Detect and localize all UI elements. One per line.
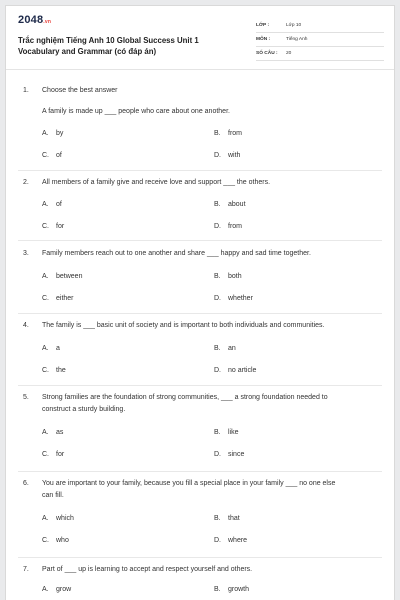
option-text: with <box>228 152 241 159</box>
option-b[interactable] <box>214 429 239 436</box>
option-text: whether <box>228 295 253 302</box>
option-text: an <box>228 345 236 352</box>
question-number: 1. <box>23 87 29 94</box>
question-text: The family is ___ basic unit of society and is important to both individuals and communities. <box>42 322 325 329</box>
meta-row-count <box>256 47 384 61</box>
option-letter: D. <box>214 367 221 374</box>
option-text: as <box>56 429 64 436</box>
option-letter: D. <box>214 537 221 544</box>
meta-row-class <box>256 19 384 33</box>
option-b[interactable] <box>214 586 249 593</box>
option-text: the <box>56 367 66 374</box>
option-text: since <box>228 451 245 458</box>
option-text: of <box>56 152 62 159</box>
option-letter: C. <box>42 223 49 230</box>
site-logo[interactable] <box>18 14 51 26</box>
option-b[interactable] <box>214 273 242 280</box>
option-text: like <box>228 429 239 436</box>
option-letter: B. <box>214 130 221 137</box>
option-letter: C. <box>42 152 49 159</box>
option-c[interactable] <box>42 451 64 458</box>
option-text: either <box>56 295 74 302</box>
question-number: 6. <box>23 480 29 487</box>
question-1 <box>6 70 394 170</box>
option-c[interactable] <box>42 223 64 230</box>
option-letter: B. <box>214 429 221 436</box>
option-letter: A. <box>42 130 49 137</box>
meta-table <box>256 19 384 61</box>
logo-suffix: .vn <box>43 19 52 25</box>
meta-key: LỚP : <box>256 23 270 28</box>
option-text: about <box>228 201 246 208</box>
option-letter: C. <box>42 295 49 302</box>
option-text: that <box>228 515 240 522</box>
option-text: by <box>56 130 64 137</box>
option-letter: B. <box>214 586 221 593</box>
option-text: for <box>56 451 65 458</box>
option-text: from <box>228 223 242 230</box>
option-text: of <box>56 201 62 208</box>
option-c[interactable] <box>42 295 74 302</box>
option-a[interactable] <box>42 345 60 352</box>
question-text: Part of ___ up is learning to accept and respect yourself and others. <box>42 566 253 573</box>
option-a[interactable] <box>42 515 74 522</box>
question-3 <box>6 240 394 313</box>
question-number: 4. <box>23 322 29 329</box>
question-text: All members of a family give and receive love and support ___ the others. <box>42 179 271 186</box>
option-letter: C. <box>42 451 49 458</box>
option-c[interactable] <box>42 367 66 374</box>
option-text: for <box>56 223 65 230</box>
option-text: grow <box>56 586 72 593</box>
option-text: which <box>56 515 74 522</box>
meta-value: 20 <box>286 51 292 56</box>
option-text: where <box>228 537 248 544</box>
question-5 <box>6 385 394 471</box>
option-letter: D. <box>214 152 221 159</box>
question-6 <box>6 471 394 557</box>
question-number: 5. <box>23 394 29 401</box>
option-c[interactable] <box>42 537 69 544</box>
option-letter: D. <box>214 223 221 230</box>
question-7 <box>6 557 394 600</box>
option-letter: A. <box>42 201 49 208</box>
option-d[interactable] <box>214 451 244 458</box>
meta-key: MÔN : <box>256 37 271 42</box>
option-letter: D. <box>214 295 221 302</box>
question-instruction: Choose the best answer <box>42 87 118 94</box>
option-letter: A. <box>42 429 49 436</box>
question-2 <box>6 170 394 240</box>
logo-main: 2048 <box>18 14 44 26</box>
option-b[interactable] <box>214 515 240 522</box>
option-d[interactable] <box>214 295 253 302</box>
question-text-line1: Strong families are the foundation of strong communities, ___ a strong foundation needed to <box>42 394 328 401</box>
option-c[interactable] <box>42 152 62 159</box>
option-letter: D. <box>214 451 221 458</box>
option-letter: B. <box>214 201 221 208</box>
option-text: between <box>56 273 83 280</box>
option-letter: A. <box>42 586 49 593</box>
option-letter: A. <box>42 515 49 522</box>
question-4 <box>6 313 394 385</box>
question-text-line2: can fill. <box>42 492 64 499</box>
option-d[interactable] <box>214 537 247 544</box>
option-letter: A. <box>42 345 49 352</box>
option-text: who <box>56 537 69 544</box>
page-title: Trắc nghiệm Tiếng Anh 10 Global Success Unit 1 Vocabulary and Grammar (có đáp án) <box>18 36 199 56</box>
meta-key: SỐ CÂU : <box>256 51 278 56</box>
question-text-line1: You are important to your family, because you fill a special place in your family ___ no one else <box>42 480 336 487</box>
meta-row-subject <box>256 33 384 47</box>
option-a[interactable] <box>42 586 71 593</box>
option-text: from <box>228 130 242 137</box>
question-number: 3. <box>23 250 29 257</box>
document-page <box>5 5 395 600</box>
option-d[interactable] <box>214 367 256 374</box>
question-number: 7. <box>23 566 29 573</box>
option-a[interactable] <box>42 201 62 208</box>
option-letter: B. <box>214 273 221 280</box>
option-text: both <box>228 273 242 280</box>
page-header <box>6 6 394 70</box>
option-letter: C. <box>42 367 49 374</box>
question-number: 2. <box>23 179 29 186</box>
option-letter: B. <box>214 345 221 352</box>
option-a[interactable] <box>42 429 63 436</box>
option-letter: A. <box>42 273 49 280</box>
option-letter: B. <box>214 515 221 522</box>
option-text: growth <box>228 586 250 593</box>
option-text: no article <box>228 367 257 374</box>
option-b[interactable] <box>214 130 242 137</box>
option-a[interactable] <box>42 273 82 280</box>
option-b[interactable] <box>214 345 236 352</box>
question-text: Family members reach out to one another and share ___ happy and sad time together. <box>42 250 311 257</box>
question-text-line2: construct a sturdy building. <box>42 406 126 413</box>
option-b[interactable] <box>214 201 246 208</box>
option-d[interactable] <box>214 152 240 159</box>
meta-value: Lớp 10 <box>286 23 302 28</box>
option-text: a <box>56 345 60 352</box>
option-a[interactable] <box>42 130 63 137</box>
question-text: A family is made up ___ people who care about one another. <box>42 108 230 115</box>
option-letter: C. <box>42 537 49 544</box>
option-d[interactable] <box>214 223 242 230</box>
meta-value: Tiếng Anh <box>286 37 308 42</box>
